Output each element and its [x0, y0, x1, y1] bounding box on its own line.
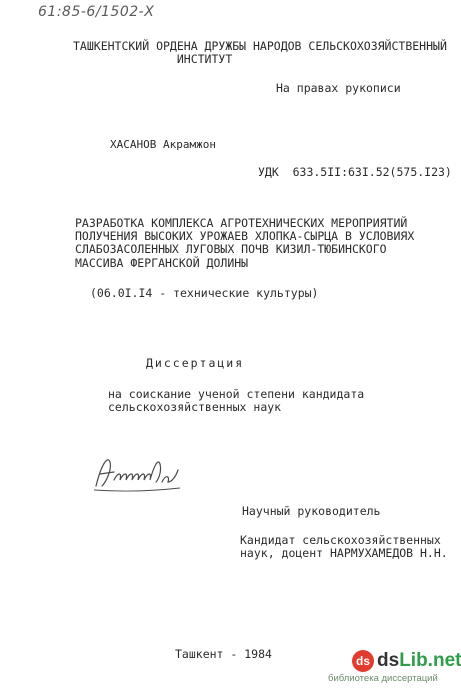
watermark-logo[interactable] — [352, 650, 461, 672]
author-signature — [92, 452, 202, 494]
dslib-badge-icon: ds — [352, 650, 374, 672]
institution-name: ТАШКЕНТСКИЙ ОРДЕНА ДРУЖБЫ НАРОДОВ СЕЛЬСКОХОЗЯЙСТВЕННЫЙ ИНСТИТУТ — [73, 39, 447, 67]
degree-statement: на соискание ученой степени кандидата сельскохозяйственных наук — [108, 387, 365, 415]
supervisor-label: Научный руководитель — [242, 504, 381, 518]
place-and-year: Ташкент - 1984 — [175, 647, 272, 661]
watermark-caption: библиотека диссертаций — [328, 673, 438, 684]
rights-note: На правах рукописи — [276, 81, 401, 95]
archive-code-handwritten: 61:85-6/1502-Х — [38, 4, 155, 20]
document-type: Диссертация — [146, 356, 245, 370]
supervisor-name: Кандидат сельскохозяйственных наук, доцент НАРМУХАМЕДОВ Н.Н. — [240, 533, 448, 561]
watermark-logo-text: dsLib.net — [377, 650, 461, 672]
udc-code: УДК 633.5II:63I.52(575.I23) — [258, 165, 452, 179]
author-name: ХАСАНОВ Акрамжон — [110, 138, 216, 151]
specialty-code: (06.0I.I4 - технические культуры) — [90, 286, 319, 300]
dissertation-title: РАЗРАБОТКА КОМПЛЕКСА АГРОТЕХНИЧЕСКИХ МЕРОПРИЯТИЙ ПОЛУЧЕНИЯ ВЫСОКИХ УРОЖАЕВ ХЛОПКА-СЫРЦА В УСЛОВИЯХ СЛАБОЗАСОЛЕННЫХ ЛУГОВЫХ ПОЧВ КИЗИЛ-ТЮБИНСКОГО МАССИВА ФЕРГАНСКОЙ ДОЛИНЫ — [75, 216, 415, 270]
